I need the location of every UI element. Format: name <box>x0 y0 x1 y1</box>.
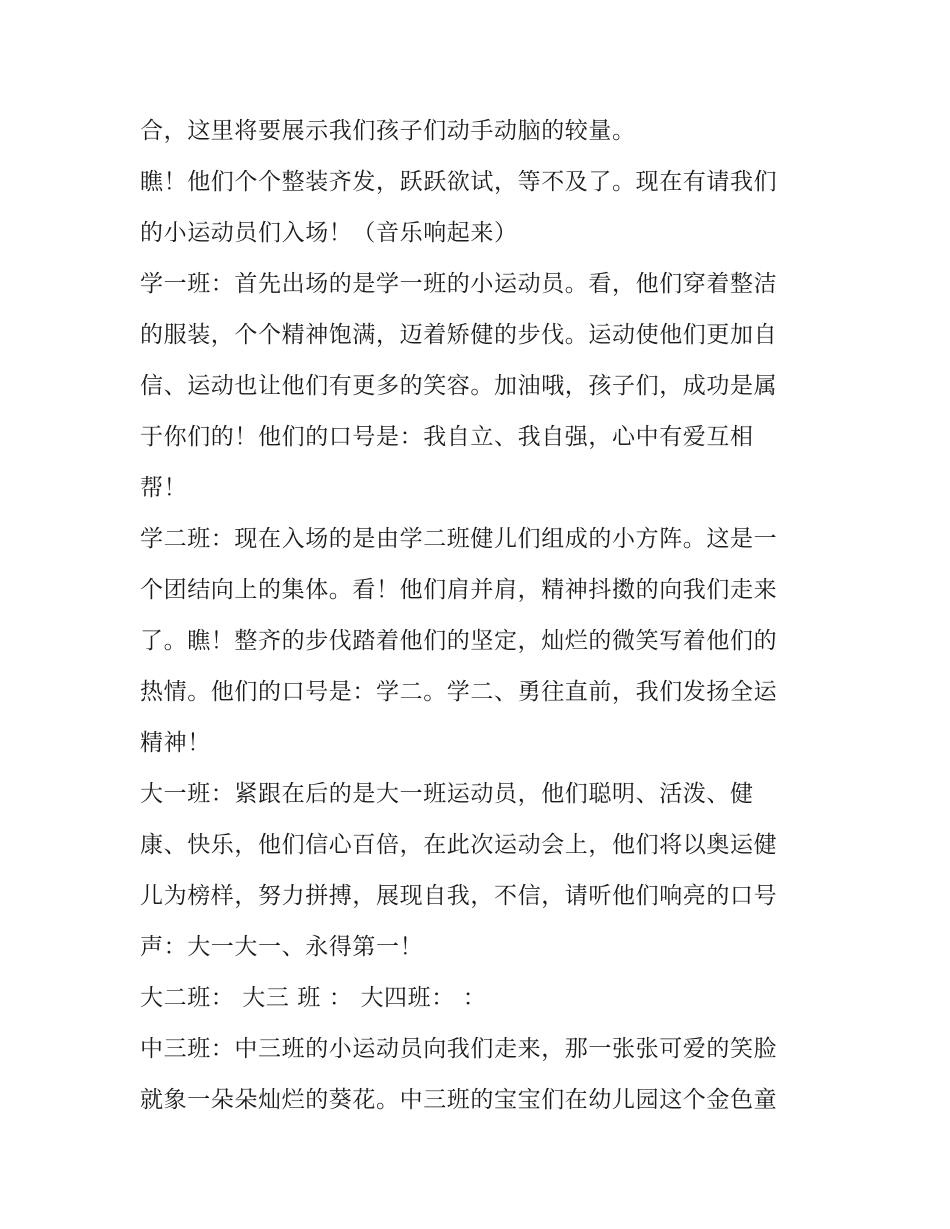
text-line: 合，这里将要展示我们孩子们动手动脑的较量。 <box>140 118 636 144</box>
text-line: 学一班：首先出场的是学一班的小运动员。看，他们穿着整洁 <box>140 271 778 297</box>
text-line: 信、运动也让他们有更多的笑容。加油哦，孩子们，成功是属 <box>140 373 778 399</box>
text-line: 康、快乐，他们信心百倍，在此次运动会上，他们将以奥运健 <box>140 832 778 858</box>
text-line: 大二班： 大三 班 ： 大四班： ： <box>140 985 487 1011</box>
text-line: 学二班：现在入场的是由学二班健儿们组成的小方阵。这是一 <box>140 526 778 552</box>
text-line: 就象一朵朵灿烂的葵花。中三班的宝宝们在幼儿园这个金色童 <box>140 1087 778 1113</box>
text-line: 精神！ <box>140 730 211 756</box>
text-line: 个团结向上的集体。看！他们肩并肩，精神抖擞的向我们走来 <box>140 577 778 603</box>
text-line: 热情。他们的口号是：学二。学二、勇往直前，我们发扬全运 <box>140 679 778 705</box>
text-line: 了。瞧！整齐的步伐踏着他们的坚定，灿烂的微笑写着他们的 <box>140 628 778 654</box>
text-line: 中三班：中三班的小运动员向我们走来，那一张张可爱的笑脸 <box>140 1036 778 1062</box>
document-body <box>140 106 820 1126</box>
text-line: 大一班：紧跟在后的是大一班运动员，他们聪明、活泼、健 <box>140 781 754 807</box>
text-line: 儿为榜样，努力拼搏，展现自我，不信，请听他们响亮的口号 <box>140 883 778 909</box>
text-line: 帮！ <box>140 475 188 501</box>
text-line: 于你们的！他们的口号是：我自立、我自强，心中有爱互相 <box>140 424 754 450</box>
text-line: 的小运动员们入场！（音乐响起来） <box>140 220 518 246</box>
text-line: 的服装，个个精神饱满，迈着矫健的步伐。运动使他们更加自 <box>140 322 778 348</box>
text-line: 声：大一大一、永得第一！ <box>140 934 424 960</box>
text-line: 瞧！他们个个整装齐发，跃跃欲试，等不及了。现在有请我们 <box>140 169 778 195</box>
